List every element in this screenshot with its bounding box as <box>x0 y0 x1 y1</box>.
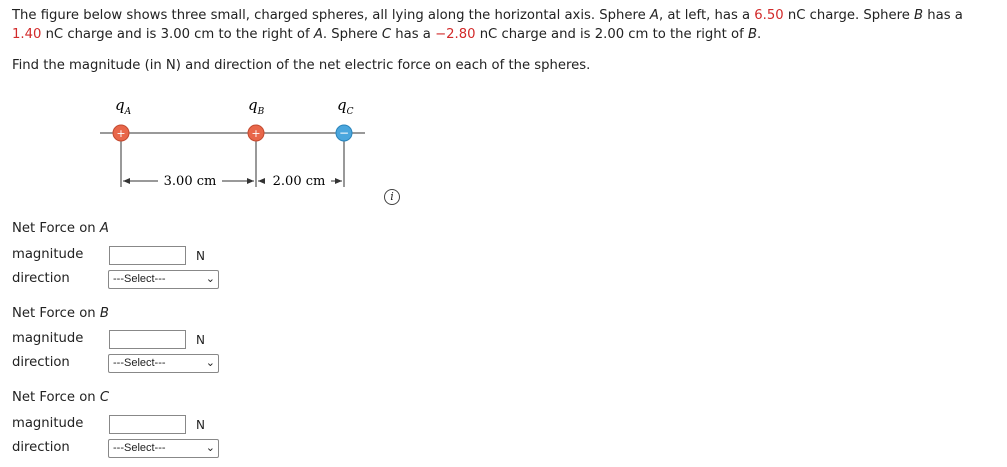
label-qa: $q_A$ <box>115 96 132 117</box>
problem-text-part: , at left, has a <box>658 8 755 23</box>
sphere-b-sign: + <box>251 127 261 140</box>
info-icon[interactable]: i <box>384 189 400 205</box>
sphere-name: A <box>649 8 659 23</box>
direction-select-value: ---Select--- <box>113 357 166 369</box>
sphere-name: B <box>914 8 924 23</box>
section-sphere-name: B <box>99 306 109 321</box>
unit-label-c: N <box>196 418 205 432</box>
magnitude-input-b[interactable] <box>109 330 186 349</box>
direction-label-b: direction <box>12 355 70 370</box>
magnitude-input-c[interactable] <box>109 415 186 434</box>
magnitude-label-a: magnitude <box>12 247 84 262</box>
direction-select-value: ---Select--- <box>113 442 166 454</box>
problem-text-part: nC charge and is 2.00 cm to the right of <box>475 27 748 42</box>
section-title-b <box>12 306 109 321</box>
dim-ab-left-arrow <box>123 178 130 184</box>
charge-c-value: −2.80 <box>435 27 476 42</box>
label-qc: $q_C$ <box>337 96 354 117</box>
dim-bc-label: 2.00 cm <box>272 174 326 189</box>
label-qb: $q_B$ <box>248 96 265 117</box>
direction-select-c[interactable] <box>108 439 219 458</box>
section-title-text: Net Force on <box>12 390 100 405</box>
question-text: Find the magnitude (in N) and direction of the net electric force on each of the spheres. <box>12 58 591 73</box>
problem-text-part: nC charge and is 3.00 cm to the right of <box>41 27 314 42</box>
dim-bc-left-arrow <box>258 178 265 184</box>
sphere-name: B <box>747 27 757 42</box>
unit-label-b: N <box>196 333 205 347</box>
dim-ab-right-arrow <box>247 178 254 184</box>
magnitude-label-b: magnitude <box>12 331 84 346</box>
charge-b-value: 1.40 <box>12 27 42 42</box>
direction-label-c: direction <box>12 440 70 455</box>
sphere-name: C <box>381 27 392 42</box>
direction-label-a: direction <box>12 271 70 286</box>
dim-bc-right-arrow <box>335 178 342 184</box>
sphere-c-sign: − <box>338 126 350 140</box>
problem-text-part: nC charge. Sphere <box>783 8 915 23</box>
section-title-text: Net Force on <box>12 221 100 236</box>
problem-text <box>12 6 997 44</box>
charges-figure <box>95 95 395 195</box>
direction-select-b[interactable] <box>108 354 219 373</box>
section-title-c <box>12 390 109 405</box>
dim-ab-label: 3.00 cm <box>163 174 217 189</box>
problem-text-part: . <box>757 27 762 42</box>
problem-text-part: The figure below shows three small, charged spheres, all lying along the horizontal axis. Sphere <box>12 8 650 23</box>
problem-text-part: . Sphere <box>322 27 382 42</box>
magnitude-input-a[interactable] <box>109 246 186 265</box>
section-sphere-name: A <box>99 221 109 236</box>
section-title-text: Net Force on <box>12 306 100 321</box>
magnitude-label-c: magnitude <box>12 416 84 431</box>
unit-label-a: N <box>196 249 205 263</box>
sphere-a-sign: + <box>116 127 126 140</box>
problem-text-part: has a <box>923 8 963 23</box>
problem-text-part: has a <box>391 27 436 42</box>
chevron-down-icon: ⌄ <box>205 273 215 285</box>
section-sphere-name: C <box>99 390 110 405</box>
direction-select-a[interactable] <box>108 270 219 289</box>
chevron-down-icon: ⌄ <box>205 442 215 454</box>
charge-a-value: 6.50 <box>754 8 784 23</box>
section-title-a <box>12 221 109 236</box>
chevron-down-icon: ⌄ <box>205 357 215 369</box>
sphere-name: A <box>313 27 323 42</box>
direction-select-value: ---Select--- <box>113 273 166 285</box>
charges-diagram <box>95 95 395 195</box>
